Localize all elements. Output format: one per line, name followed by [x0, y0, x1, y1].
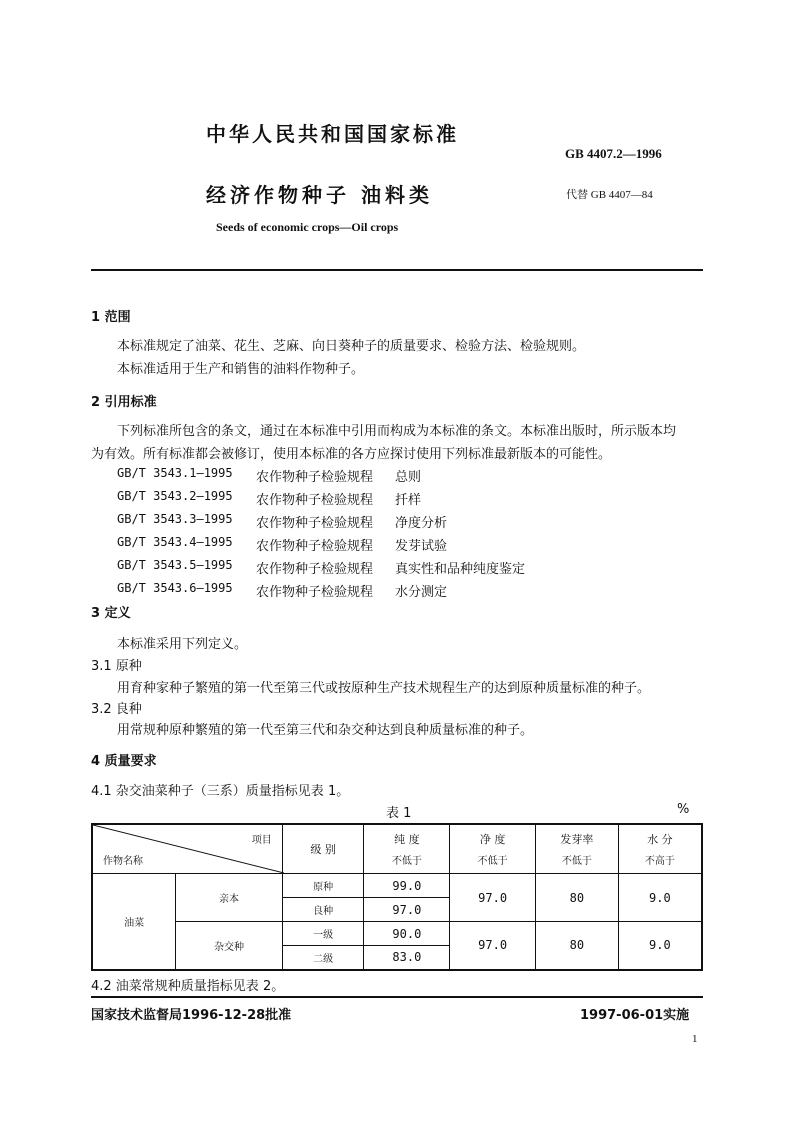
table-unit: %: [677, 802, 690, 817]
definition-3-1-text: 用育种家种子繁殖的第一代至第三代或按原种生产技术规程生产的达到原种质量标准的种子。: [117, 681, 651, 696]
section-1-paragraph: 本标准适用于生产和销售的油料作物种子。: [117, 362, 365, 377]
definition-3-2-heading: 3.2 良种: [91, 702, 142, 717]
reference-name: 农作物种子检验规程: [256, 470, 374, 485]
header-item: 项目: [251, 835, 272, 846]
grade-cell: 二级: [282, 946, 364, 970]
standard-code: GB 4407.2—1996: [565, 146, 662, 161]
moisture-cell: 9.0: [618, 922, 702, 970]
definition-3-2-text: 用常规种原种繁殖的第一代至第三代和杂交种达到良种质量标准的种子。: [117, 723, 534, 738]
reference-topic: 水分测定: [395, 585, 448, 600]
cleanliness-cell: 97.0: [450, 922, 536, 970]
germination-cell: 80: [536, 874, 619, 922]
reference-code: GB/T 3543.6—1995: [117, 581, 233, 595]
crop-cell: 油菜: [92, 874, 176, 970]
reference-code: GB/T 3543.5—1995: [117, 558, 233, 572]
moisture-cell: 9.0: [618, 874, 702, 922]
purity-cell: 83.0: [364, 946, 450, 970]
header-moisture: 水 分 不高于: [618, 824, 702, 874]
grade-cell: 一级: [282, 922, 364, 946]
germination-cell: 80: [536, 922, 619, 970]
reference-name: 农作物种子检验规程: [256, 585, 374, 600]
reference-name: 农作物种子检验规程: [256, 493, 374, 508]
document-subtitle: 经济作物种子 油料类: [206, 183, 433, 207]
reference-topic: 净度分析: [395, 516, 448, 531]
replaces-standard: 代替 GB 4407—84: [566, 189, 653, 201]
english-title: Seeds of economic crops—Oil crops: [216, 220, 399, 234]
section-4-heading: 4 质量要求: [91, 754, 157, 769]
purity-cell: 99.0: [364, 874, 450, 898]
grade-cell: 原种: [282, 874, 364, 898]
table-caption: 表 1: [386, 806, 412, 821]
table-diagonal-header: [92, 824, 282, 874]
reference-topic: 发芽试验: [395, 539, 448, 554]
reference-name: 农作物种子检验规程: [256, 516, 374, 531]
document-title: 中华人民共和国国家标准: [206, 122, 459, 146]
header-divider: [91, 269, 703, 271]
page-number: 1: [692, 1033, 698, 1045]
section-3-paragraph: 本标准采用下列定义。: [117, 637, 248, 652]
cleanliness-cell: 97.0: [450, 874, 536, 922]
section-2-heading: 2 引用标准: [91, 395, 157, 410]
header-cleanliness: 净 度 不低于: [450, 824, 536, 874]
group-cell: 杂交种: [176, 922, 283, 970]
reference-code: GB/T 3543.3—1995: [117, 512, 233, 526]
section-3-heading: 3 定义: [91, 606, 131, 621]
quality-table: [91, 823, 703, 971]
reference-topic: 扦样: [395, 493, 422, 508]
reference-name: 农作物种子检验规程: [256, 539, 374, 554]
section-2-paragraph: 下列标准所包含的条文，通过在本标准中引用而构成为本标准的条文。本标准出版时，所示版本均: [117, 424, 677, 439]
section-2-paragraph: 为有效。所有标准都会被修订，使用本标准的各方应探讨使用下列标准最新版本的可能性。: [91, 447, 612, 462]
purity-cell: 97.0: [364, 898, 450, 922]
header-germination: 发芽率 不低于: [536, 824, 619, 874]
reference-code: GB/T 3543.4—1995: [117, 535, 233, 549]
header-purity: 纯 度 不低于: [364, 824, 450, 874]
header-crop: 作物名称: [103, 856, 143, 867]
section-1-heading: 1 范围: [91, 310, 131, 325]
reference-topic: 真实性和品种纯度鉴定: [395, 562, 526, 577]
grade-cell: 良种: [282, 898, 364, 922]
reference-name: 农作物种子检验规程: [256, 562, 374, 577]
clause-4-1: 4.1 杂交油菜种子（三系）质量指标见表 1。: [91, 784, 350, 799]
header-grade: 级 别: [282, 824, 364, 874]
purity-cell: 90.0: [364, 922, 450, 946]
definition-3-1-heading: 3.1 原种: [91, 659, 142, 674]
section-1-paragraph: 本标准规定了油菜、花生、芝麻、向日葵种子的质量要求、检验方法、检验规则。: [117, 339, 586, 354]
reference-code: GB/T 3543.2—1995: [117, 489, 233, 503]
clause-4-2: 4.2 油菜常规种质量指标见表 2。: [91, 979, 285, 994]
reference-code: GB/T 3543.1—1995: [117, 466, 233, 480]
group-cell: 亲本: [176, 874, 283, 922]
footer-divider: [91, 996, 703, 998]
effective-date: 1997-06-01实施: [580, 1008, 690, 1023]
approval-info: 国家技术监督局1996-12-28批准: [91, 1008, 292, 1023]
reference-topic: 总则: [395, 470, 422, 485]
